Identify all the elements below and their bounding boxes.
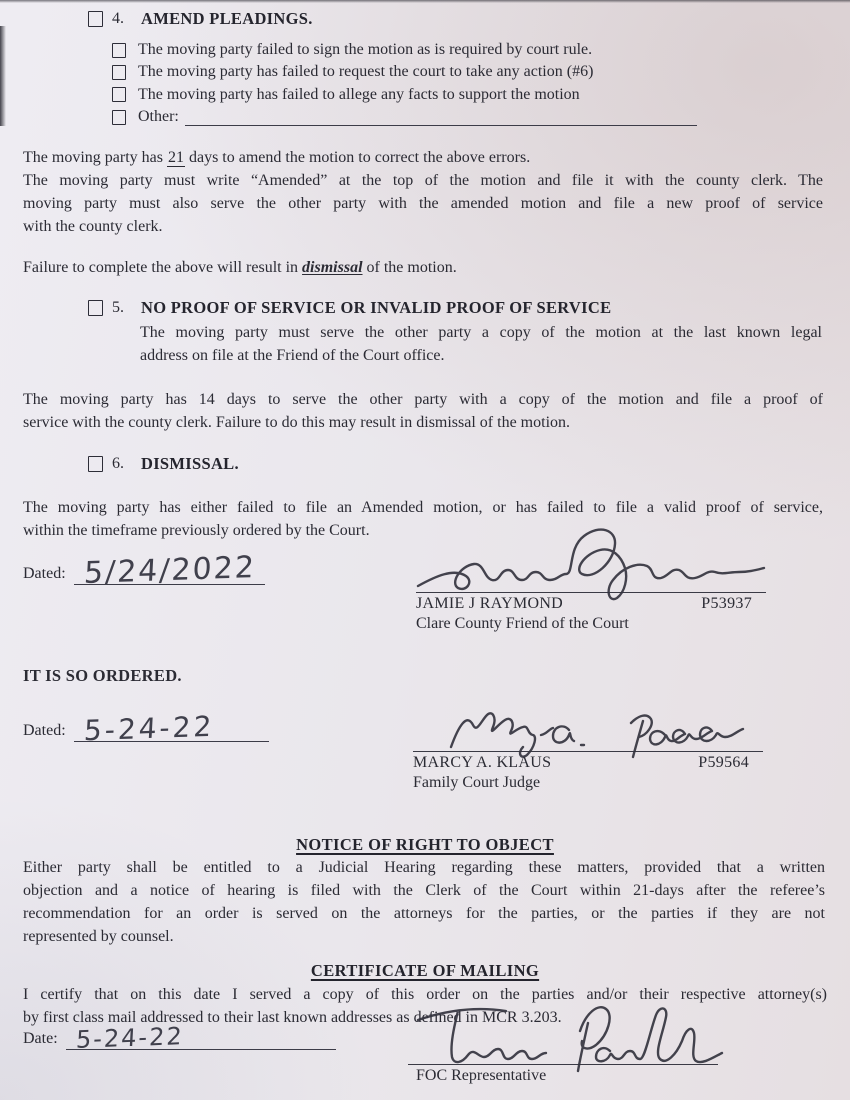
mailing-date-field [23, 1022, 336, 1054]
scan-edge-shadow [0, 26, 6, 126]
item4-title: AMEND PLEADINGS. [141, 9, 313, 28]
dismissal-line2: within the timeframe previously ordered by the Court. [23, 522, 370, 539]
notice-line1: Either party shall be entitled to a Judicial Hearing regarding these matters, provided that a written [23, 859, 825, 876]
mailing-signature-area [408, 1002, 724, 1064]
mailing-signer-title: FOC Representative [416, 1067, 547, 1084]
serve-line1: The moving party has 14 days to serve the other party with a copy of the motion and file a proof of [23, 391, 823, 408]
foc-printed-name: JAMIE J RAYMOND [416, 595, 564, 612]
item4-option-row [112, 106, 697, 128]
so-ordered-line: IT IS SO ORDERED. [23, 666, 182, 685]
serve-paragraph [23, 388, 823, 434]
option4-label: Other: [138, 108, 179, 126]
foc-bar-number: P53937 [701, 595, 752, 612]
item4-heading [88, 9, 313, 29]
option4-checkbox[interactable] [112, 110, 126, 125]
mailing-date-label: Date: [23, 1030, 58, 1047]
failure-sentence: Failure to complete the above will result in dismissal of the motion. [23, 259, 457, 276]
amend-paragraph [23, 146, 823, 238]
notice-line2: objection and a notice of hearing is filed with the Clerk of the Court within 21-days after the referee’s [23, 882, 825, 899]
signature-jamie-raymond [416, 526, 768, 604]
item4-option-row [112, 84, 697, 106]
judge-signature-block [413, 700, 763, 792]
other-blank-field[interactable] [185, 109, 697, 126]
notice-line3: recommendation for an order is served on the attorneys for the parties, or the parties if they are not [23, 905, 825, 922]
option2-label: The moving party has failed to request the court to take any action (#6) [138, 63, 594, 81]
amend-line3: moving party must also serve the other party with the amended motion and file a new proof of service [23, 195, 823, 212]
foc-date-line [74, 549, 266, 592]
amend-line4: with the county clerk. [23, 218, 163, 235]
item5-line1: The moving party must serve the other party a copy of the motion at the last known legal [140, 324, 822, 341]
item5-line2: address on file at the Friend of the Court office. [140, 347, 445, 364]
item4-option-row [112, 39, 697, 61]
option2-checkbox[interactable] [112, 65, 126, 80]
foc-signature-area [416, 535, 766, 592]
judge-dated-label: Dated: [23, 722, 66, 739]
item4-number: 4. [112, 10, 124, 27]
option1-label: The moving party failed to sign the motion as is required by court rule. [138, 41, 593, 59]
item6-number: 6. [112, 455, 124, 472]
mailing-date-line [66, 1022, 336, 1054]
judge-handwritten-date: 5-24-22 [82, 709, 215, 748]
notice-line4: represented by counsel. [23, 928, 174, 945]
item5-number: 5. [112, 299, 124, 316]
item5-body [140, 321, 822, 367]
mailing-line1: I certify that on this date I served a copy of this order on the parties and/or their respective attorney(s) [23, 986, 827, 1003]
mailing-signature-block [408, 1002, 724, 1085]
item4-checkbox[interactable] [88, 11, 103, 27]
judge-printed-name: MARCY A. KLAUS [413, 754, 552, 771]
judge-signature-area [413, 700, 763, 751]
item5-title: NO PROOF OF SERVICE OR INVALID PROOF OF SERVICE [141, 298, 612, 317]
judge-date-line [74, 709, 269, 748]
judge-date-field [23, 709, 269, 748]
foc-date-field [23, 549, 265, 592]
signature-theresa-padell [408, 1000, 728, 1076]
item6-checkbox[interactable] [88, 456, 103, 472]
judge-bar-number: P59564 [698, 754, 749, 771]
option1-checkbox[interactable] [112, 43, 126, 58]
foc-handwritten-date: 5/24/2022 [82, 549, 257, 592]
foc-title: Clare County Friend of the Court [416, 615, 629, 632]
item5-heading [88, 298, 611, 318]
dismissal-line1: The moving party has either failed to file an Amended motion, or has failed to file a valid proof of service, [23, 499, 823, 516]
item6-heading [88, 454, 239, 474]
signature-marcy-klaus [413, 701, 765, 763]
item5-checkbox[interactable] [88, 300, 103, 316]
serve-line2: service with the county clerk. Failure to do this may result in dismissal of the motion. [23, 414, 571, 431]
option3-label: The moving party has failed to allege any facts to support the motion [138, 85, 580, 103]
mailing-handwritten-date: 5-24-22 [74, 1022, 185, 1054]
mailing-line2: by first class mail addressed to their last known addresses as defined in MCR 3.203. [23, 1009, 562, 1026]
judge-title: Family Court Judge [413, 774, 541, 791]
item6-title: DISMISSAL. [141, 454, 239, 473]
notice-body [23, 856, 825, 948]
days-21-underlined: 21 [167, 149, 184, 166]
option3-checkbox[interactable] [112, 87, 126, 102]
foc-signature-block [416, 535, 766, 633]
amend-line2: The moving party must write “Amended” at the top of the motion and file it with the county clerk. The [23, 172, 823, 189]
amend-line1: The moving party has 21 days to amend the motion to correct the above errors. [23, 149, 531, 166]
item4-options [112, 39, 697, 128]
item4-option-row [112, 61, 697, 83]
mailing-heading: CERTIFICATE OF MAILING [310, 961, 540, 980]
foc-dated-label: Dated: [23, 565, 66, 582]
notice-heading: NOTICE OF RIGHT TO OBJECT [296, 835, 554, 854]
dismissal-emphasis: dismissal [302, 259, 363, 276]
